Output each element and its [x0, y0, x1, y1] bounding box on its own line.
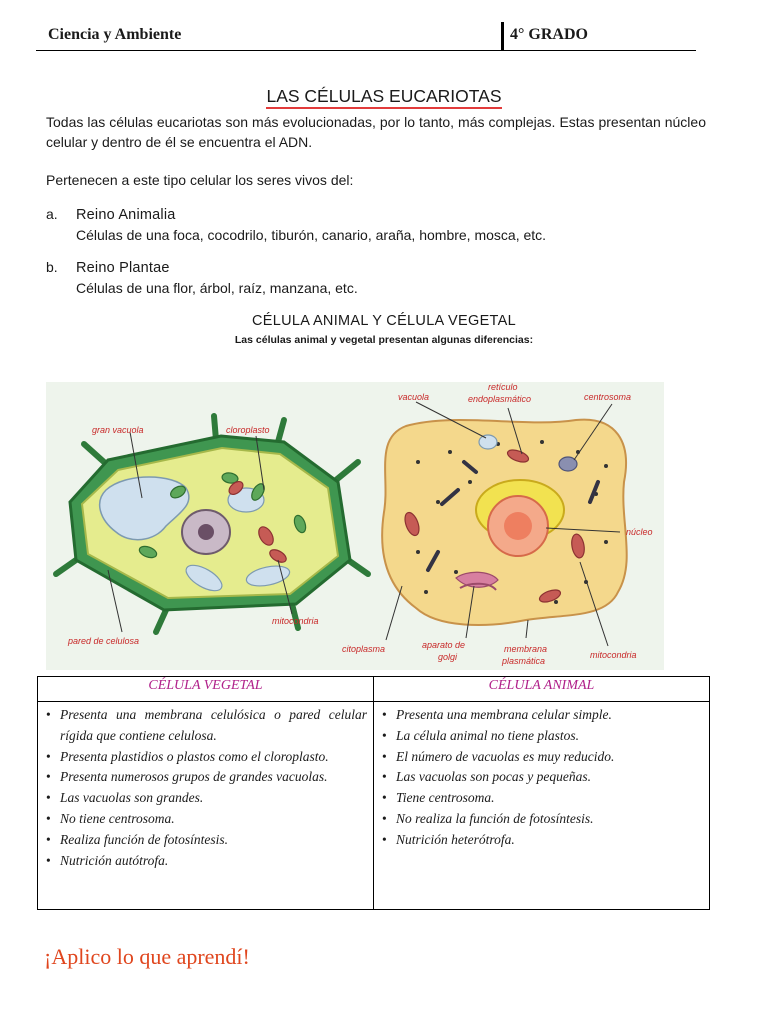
kingdom-b-letter: b.: [46, 259, 58, 275]
list-item: • Presenta una membrana celular simple.: [380, 705, 703, 726]
label-animal-mitochondria: mitocondria: [590, 650, 637, 660]
section-subtitle: Las células animal y vegetal presentan algunas diferencias:: [234, 334, 534, 346]
label-large-vacuole: gran vacuola: [92, 425, 144, 435]
apply-heading: ¡Aplico lo que aprendí!: [44, 944, 250, 969]
vegetal-cell: [38, 702, 374, 910]
kingdom-a-name: Reino Animalia: [76, 207, 176, 223]
list-item: • La célula animal no tiene plastos.: [380, 726, 703, 747]
header-divider: [501, 22, 504, 50]
kingdom-a-desc: Células de una foca, cocodrilo, tiburón, canario, araña, hombre, mosca, etc.: [76, 227, 547, 243]
kingdom-b-desc: Células de una flor, árbol, raíz, manzana, etc.: [76, 280, 358, 296]
label-plant-mitochondria: mitocondria: [272, 616, 319, 626]
kingdoms-intro: Pertenecen a este tipo celular los seres vivos del:: [46, 172, 354, 188]
kingdom-a-letter: a.: [46, 206, 58, 222]
label-golgi-line2: golgi: [438, 652, 458, 662]
list-item: • No realiza la función de fotosíntesis.: [380, 809, 703, 830]
plant-nucleolus: [198, 524, 214, 540]
list-item: • Presenta plastidios o plastos como el cloroplasto.: [44, 747, 367, 768]
list-item: • Presenta numerosos grupos de grandes vacuolas.: [44, 767, 367, 788]
header-animal: CÉLULA ANIMAL: [374, 677, 710, 702]
list-item: • Presenta una membrana celulósica o pared celular rígida que contiene celulosa.: [44, 705, 367, 747]
label-nucleus: núcleo: [626, 527, 653, 537]
kingdom-a: [76, 205, 696, 245]
label-golgi-line1: aparato de: [422, 640, 466, 650]
grade-label: 4° GRADO: [510, 26, 588, 43]
list-item: • El número de vacuolas es muy reducido.: [380, 747, 703, 768]
list-item: • Realiza función de fotosíntesis.: [44, 830, 367, 851]
animal-list: [380, 705, 703, 851]
list-item: • Nutrición autótrofa.: [44, 851, 367, 872]
kingdom-b-name: Reino Plantae: [76, 260, 170, 276]
kingdom-b: [76, 258, 696, 298]
label-centrosome: centrosoma: [584, 392, 632, 402]
animal-cell-col: [374, 702, 710, 910]
list-item: • Las vacuolas son pocas y pequeñas.: [380, 767, 703, 788]
header-vegetal: CÉLULA VEGETAL: [38, 677, 374, 702]
label-cell-wall: pared de celulosa: [68, 636, 140, 646]
table-row: [38, 702, 710, 910]
section-title: CÉLULA ANIMAL Y CÉLULA VEGETAL: [252, 313, 516, 329]
label-er-line1: retículo: [488, 382, 518, 392]
vegetal-list: [44, 705, 367, 871]
page-header: [36, 18, 696, 51]
cell-diagram: [46, 382, 664, 670]
intro-paragraph: Todas las células eucariotas son más evolucionadas, por lo tanto, más complejas. Estas presentan núcleo celular y dentro de él se encuentra el ADN.: [46, 114, 706, 150]
list-item: • Nutrición heterótrofa.: [380, 830, 703, 851]
label-membrane-line1: membrana: [504, 644, 548, 654]
label-animal-vacuole: vacuola: [398, 392, 430, 402]
label-membrane-line2: plasmática: [502, 656, 546, 666]
list-item: • Tiene centrosoma.: [380, 788, 703, 809]
comparison-table: [37, 676, 710, 910]
label-er-line2: endoplasmático: [468, 394, 532, 404]
list-item: • Las vacuolas son grandes.: [44, 788, 367, 809]
animal-vacuole: [479, 435, 497, 449]
table-header-row: [38, 677, 710, 702]
label-chloroplast: cloroplasto: [226, 425, 270, 435]
subject-label: Ciencia y Ambiente: [48, 26, 182, 43]
page-title: LAS CÉLULAS EUCARIOTAS: [0, 86, 768, 107]
label-cytoplasm: citoplasma: [342, 644, 386, 654]
list-item: • No tiene centrosoma.: [44, 809, 367, 830]
animal-nucleolus: [504, 512, 532, 540]
